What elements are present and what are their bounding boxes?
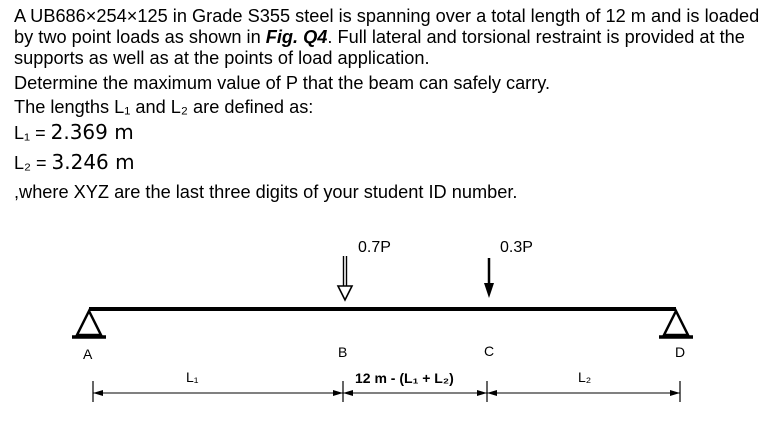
point-b-label: B bbox=[338, 344, 348, 360]
l1-label: L₁ = bbox=[14, 123, 51, 143]
problem-text-start: A UB686×254×125 in Grade S355 steel is spanning over a total length of 12 m and is loaded by two point loads as shown in bbox=[14, 6, 760, 47]
l1-value: 2.369 m bbox=[50, 120, 134, 144]
load-arrow-b-icon bbox=[338, 256, 352, 300]
dim-l1-label: L₁ bbox=[186, 369, 199, 385]
l2-value: 3.246 m bbox=[51, 150, 135, 174]
support-d-icon bbox=[659, 311, 693, 337]
task-statement: Determine the maximum value of P that the beam can safely carry. bbox=[14, 73, 551, 93]
point-d-label: D bbox=[675, 344, 686, 360]
load-c-label: 0.3P bbox=[500, 239, 533, 256]
dim-l2-label: L₂ bbox=[578, 369, 592, 385]
point-c-label: C bbox=[484, 343, 495, 359]
point-a-label: A bbox=[83, 346, 93, 362]
problem-text-end: . Full lateral and torsional restraint is provided at the supports as well as at the points of load application. bbox=[14, 27, 745, 68]
load-b-label: 0.7P bbox=[358, 239, 391, 256]
figure-reference: Fig. Q4 bbox=[265, 27, 328, 47]
l2-label: L₂ = bbox=[14, 153, 52, 173]
load-arrow-c-icon bbox=[484, 258, 494, 298]
dim-mid-label: 12 m - (L₁ + L₂) bbox=[355, 370, 454, 386]
where-note: ,where XYZ are the last three digits of your student ID number. bbox=[14, 182, 518, 202]
lengths-intro: The lengths L₁ and L₂ are defined as: bbox=[14, 97, 314, 117]
support-a-icon bbox=[72, 311, 106, 337]
